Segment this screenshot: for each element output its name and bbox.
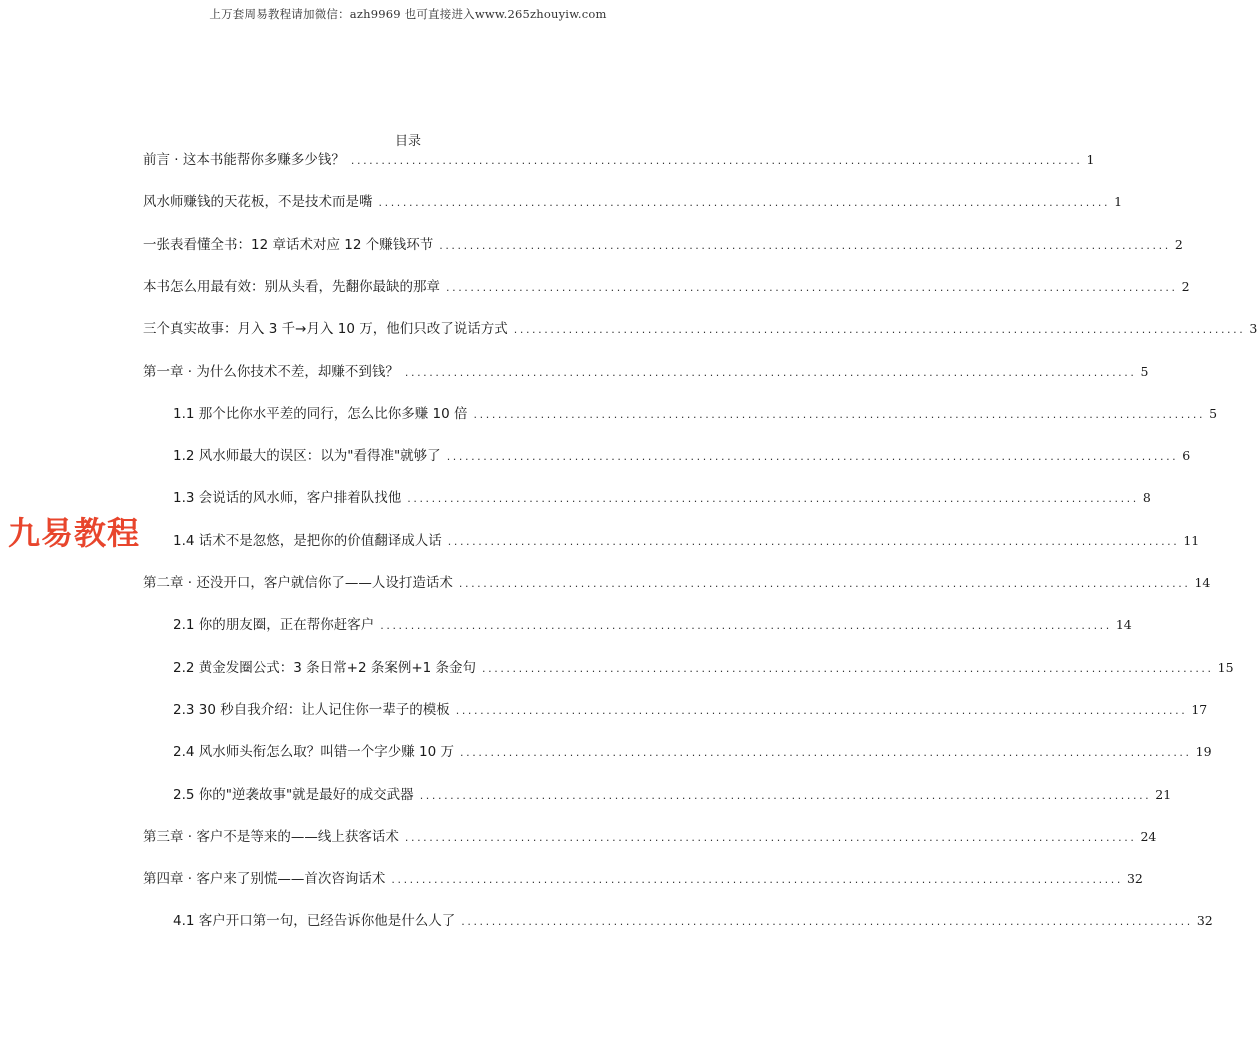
toc-entry[interactable] xyxy=(173,911,1213,931)
toc-dot-leader: ........................................................................................................................ xyxy=(461,915,1193,929)
toc-entry-text: 本书怎么用最有效：别从头看，先翻你最缺的那章 xyxy=(143,278,440,295)
toc-page-number: 15 xyxy=(1217,659,1234,675)
toc-entry[interactable] xyxy=(143,150,1095,170)
toc-entry-text: 第二章 · 还没开口，客户就信你了——人设打造话术 xyxy=(143,575,453,591)
toc-dot-leader: ........................................................................................................................ xyxy=(407,492,1139,506)
toc-page-number: 21 xyxy=(1155,786,1172,802)
toc-entry-text: 1.4 话术不是忽悠，是把你的价值翻译成人话 xyxy=(173,532,442,549)
toc-entry[interactable] xyxy=(173,785,1172,805)
toc-entry-text: 风水师赚钱的天花板，不是技术而是嘴 xyxy=(143,194,373,211)
toc-entry-text: 2.5 你的"逆袭故事"就是最好的成交武器 xyxy=(173,786,414,803)
toc-page-number: 32 xyxy=(1126,871,1143,887)
toc-entry[interactable] xyxy=(143,573,1211,593)
toc-entry[interactable] xyxy=(173,658,1234,678)
toc-entry[interactable] xyxy=(143,362,1149,382)
toc-dot-leader: ........................................................................................................................ xyxy=(482,661,1214,675)
toc-page-number: 32 xyxy=(1196,913,1213,929)
toc-page-number: 14 xyxy=(1115,617,1132,633)
toc-page-number: 8 xyxy=(1142,490,1151,506)
toc-dot-leader: ........................................................................................................................ xyxy=(446,450,1179,464)
toc-entry-text: 2.1 你的朋友圈，正在帮你赶客户 xyxy=(173,617,375,634)
toc-page-number: 5 xyxy=(1209,405,1218,421)
toc-entry[interactable] xyxy=(173,404,1218,424)
toc-entry[interactable] xyxy=(143,192,1123,212)
toc-dot-leader: ........................................................................................................................ xyxy=(404,365,1137,379)
toc-dot-leader: ........................................................................................................................ xyxy=(350,154,1083,167)
toc-entry[interactable] xyxy=(173,700,1208,720)
toc-entry-text: 三个真实故事：月入 3 千→月入 10 万，他们只改了说话方式 xyxy=(143,321,508,338)
toc-entry[interactable] xyxy=(173,531,1200,551)
toc-entry-text: 1.1 那个比你水平差的同行，怎么比你多赚 10 倍 xyxy=(173,405,468,422)
toc-page-number: 5 xyxy=(1140,363,1149,379)
toc-page-number: 2 xyxy=(1181,278,1190,294)
toc-page-number: 2 xyxy=(1174,236,1183,252)
toc-dot-leader: ........................................................................................................................ xyxy=(447,534,1180,548)
toc-dot-leader: ........................................................................................................................ xyxy=(473,407,1206,421)
toc-dot-leader: ........................................................................................................................ xyxy=(458,577,1191,590)
toc-page-number: 24 xyxy=(1140,828,1157,844)
toc-title: 目录 xyxy=(394,134,421,149)
toc-entry[interactable] xyxy=(143,319,1257,339)
toc-entry[interactable] xyxy=(173,446,1191,466)
toc-entry-text: 第四章 · 客户来了别慌——首次咨询话术 xyxy=(143,871,386,888)
toc-entry-text: 1.3 会说话的风水师，客户排着队找他 xyxy=(173,490,402,507)
toc-page-number: 1 xyxy=(1086,152,1095,167)
watermark-logo: 九易教程 xyxy=(8,514,141,552)
toc-dot-leader: ........................................................................................................................ xyxy=(513,323,1246,337)
toc-entry-text: 2.4 风水师头衔怎么取？叫错一个字少赚 10 万 xyxy=(173,744,455,761)
toc-entry-text: 第一章 · 为什么你技术不差，却赚不到钱？ xyxy=(143,363,399,380)
toc-entry[interactable] xyxy=(143,827,1157,847)
toc-page-number: 17 xyxy=(1191,701,1208,717)
toc-dot-leader: ........................................................................................................................ xyxy=(439,238,1171,252)
toc-entry-text: 1.2 风水师最大的误区：以为"看得准"就够了 xyxy=(173,448,441,465)
toc-entry[interactable] xyxy=(173,615,1132,635)
toc-entry-text: 4.1 客户开口第一句，已经告诉你他是什么人了 xyxy=(173,913,456,930)
toc-dot-leader: ........................................................................................................................ xyxy=(380,619,1112,633)
toc-entry[interactable] xyxy=(143,235,1183,255)
toc-entry-text: 一张表看懂全书：12 章话术对应 12 个赚钱环节 xyxy=(143,236,434,253)
toc-entry-text: 2.3 30 秒自我介绍：让人记住你一辈子的模板 xyxy=(173,701,450,718)
toc-page-number: 19 xyxy=(1195,744,1212,760)
toc-dot-leader: ........................................................................................................................ xyxy=(404,830,1137,844)
toc-dot-leader: ........................................................................................................................ xyxy=(391,873,1123,887)
toc-page-number: 11 xyxy=(1183,532,1200,548)
toc-entry[interactable] xyxy=(173,742,1212,762)
toc-entry[interactable] xyxy=(143,869,1143,889)
toc-page-number: 6 xyxy=(1182,448,1191,464)
toc-page-number: 1 xyxy=(1114,194,1123,210)
toc-dot-leader: ........................................................................................................................ xyxy=(378,196,1111,210)
toc-page-number: 3 xyxy=(1249,321,1257,337)
toc-entry-text: 前言 · 这本书能帮你多赚多少钱？ xyxy=(143,152,345,168)
toc-entry[interactable] xyxy=(143,277,1190,297)
toc-dot-leader: ........................................................................................................................ xyxy=(419,788,1152,802)
page-header: 上万套周易教程请加微信：azh9969 也可直接进入www.265zhouyiw.com xyxy=(209,7,607,21)
toc-page-number: 14 xyxy=(1194,575,1211,590)
toc-dot-leader: ........................................................................................................................ xyxy=(446,280,1178,294)
toc-dot-leader: ........................................................................................................................ xyxy=(460,746,1192,760)
toc-dot-leader: ........................................................................................................................ xyxy=(455,703,1188,717)
toc-entry-text: 2.2 黄金发圈公式：3 条日常+2 条案例+1 条金句 xyxy=(173,659,477,676)
toc-entry[interactable] xyxy=(173,488,1151,508)
toc-entry-text: 第三章 · 客户不是等来的——线上获客话术 xyxy=(143,828,399,845)
